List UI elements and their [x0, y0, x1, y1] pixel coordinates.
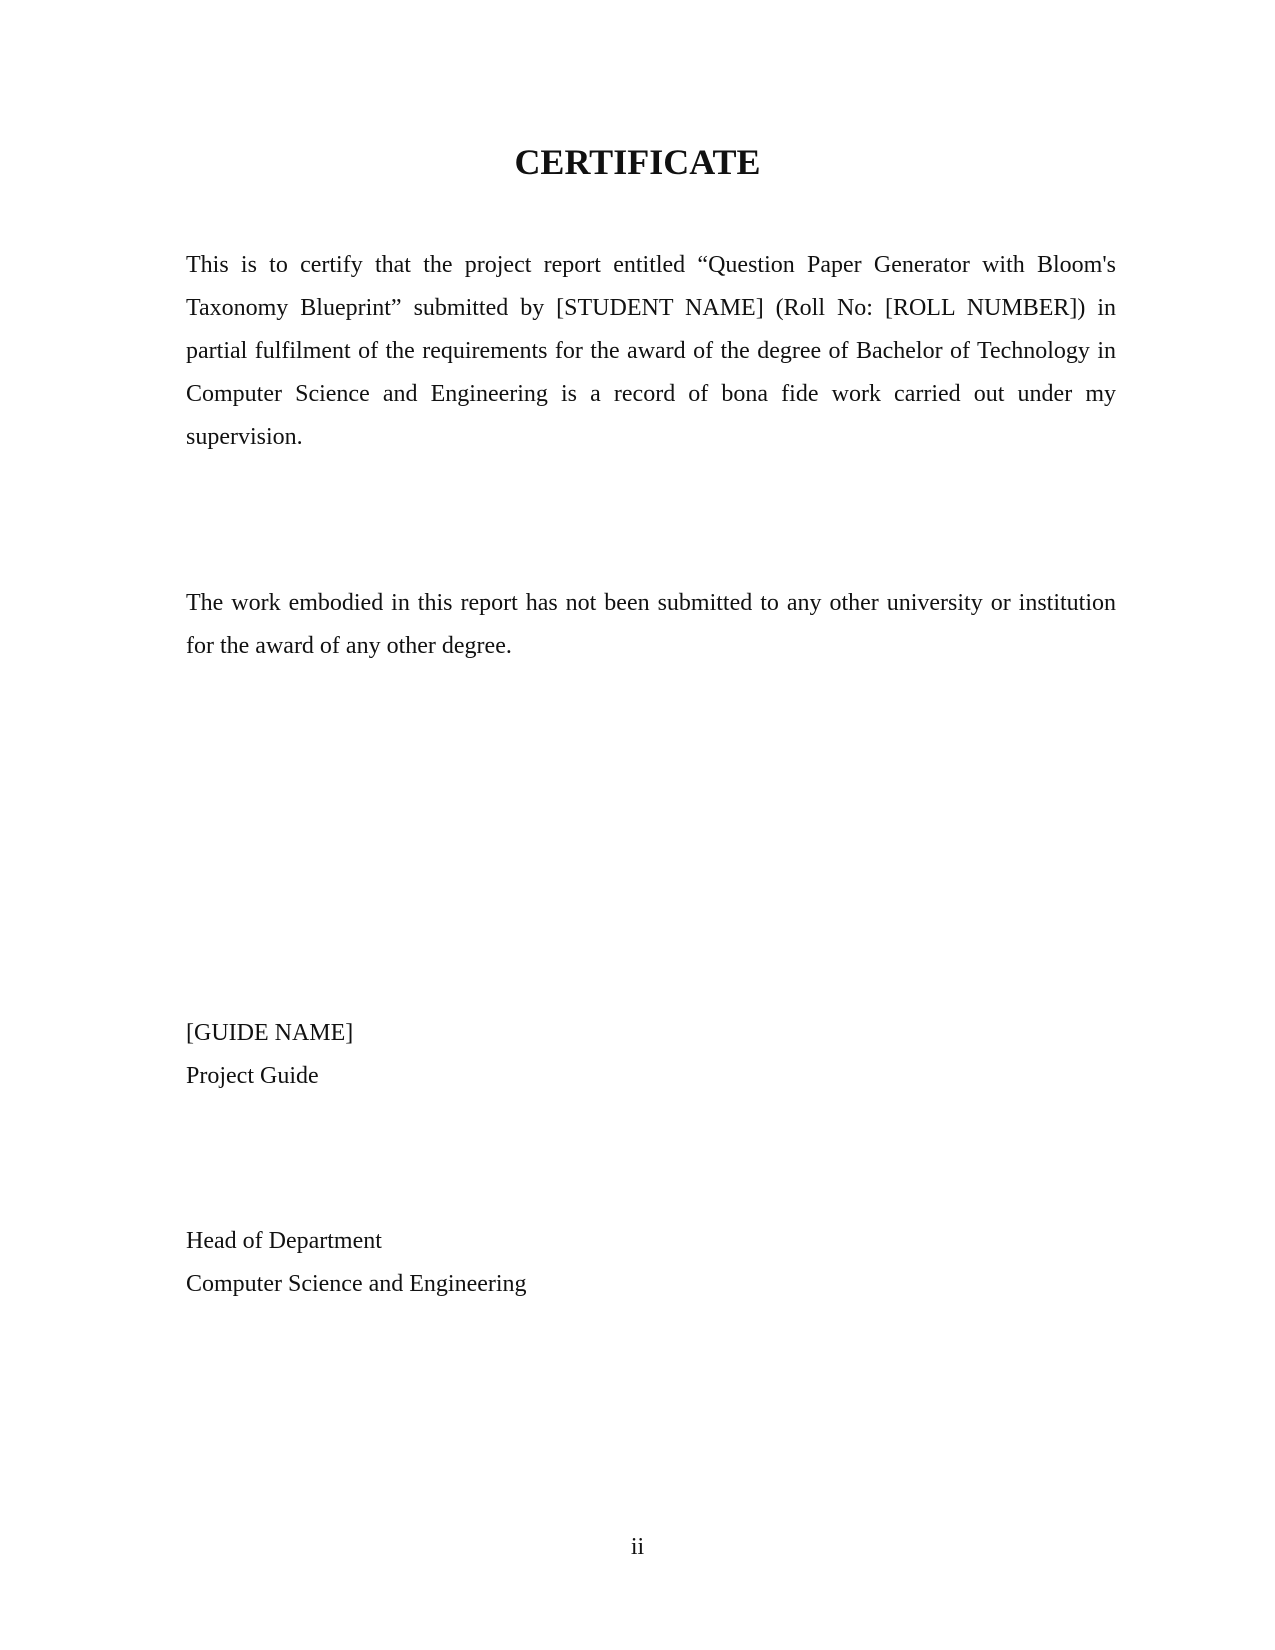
hod-title: Head of Department — [186, 1228, 382, 1254]
guide-name: [GUIDE NAME] — [186, 1020, 354, 1046]
page-title: CERTIFICATE — [514, 142, 761, 182]
hod-department: Computer Science and Engineering — [186, 1271, 527, 1297]
page-number: ii — [630, 1534, 645, 1560]
declaration-paragraph: The work embodied in this report has not been submitted to any other university or institution for the award of any other degree. — [186, 590, 1116, 659]
guide-role: Project Guide — [186, 1063, 319, 1089]
certification-paragraph: This is to certify that the project report entitled “Question Paper Generator with Bloom's Taxonomy Blueprint” submitted by [STUDENT NAME] (Roll No: [ROLL NUMBER]) in partial fulfilment of the requirements for the award of the degree of Bachelor of Technology in Computer Science and Engineering is a record of bona fide work carried out under my supervision. — [186, 252, 1116, 450]
